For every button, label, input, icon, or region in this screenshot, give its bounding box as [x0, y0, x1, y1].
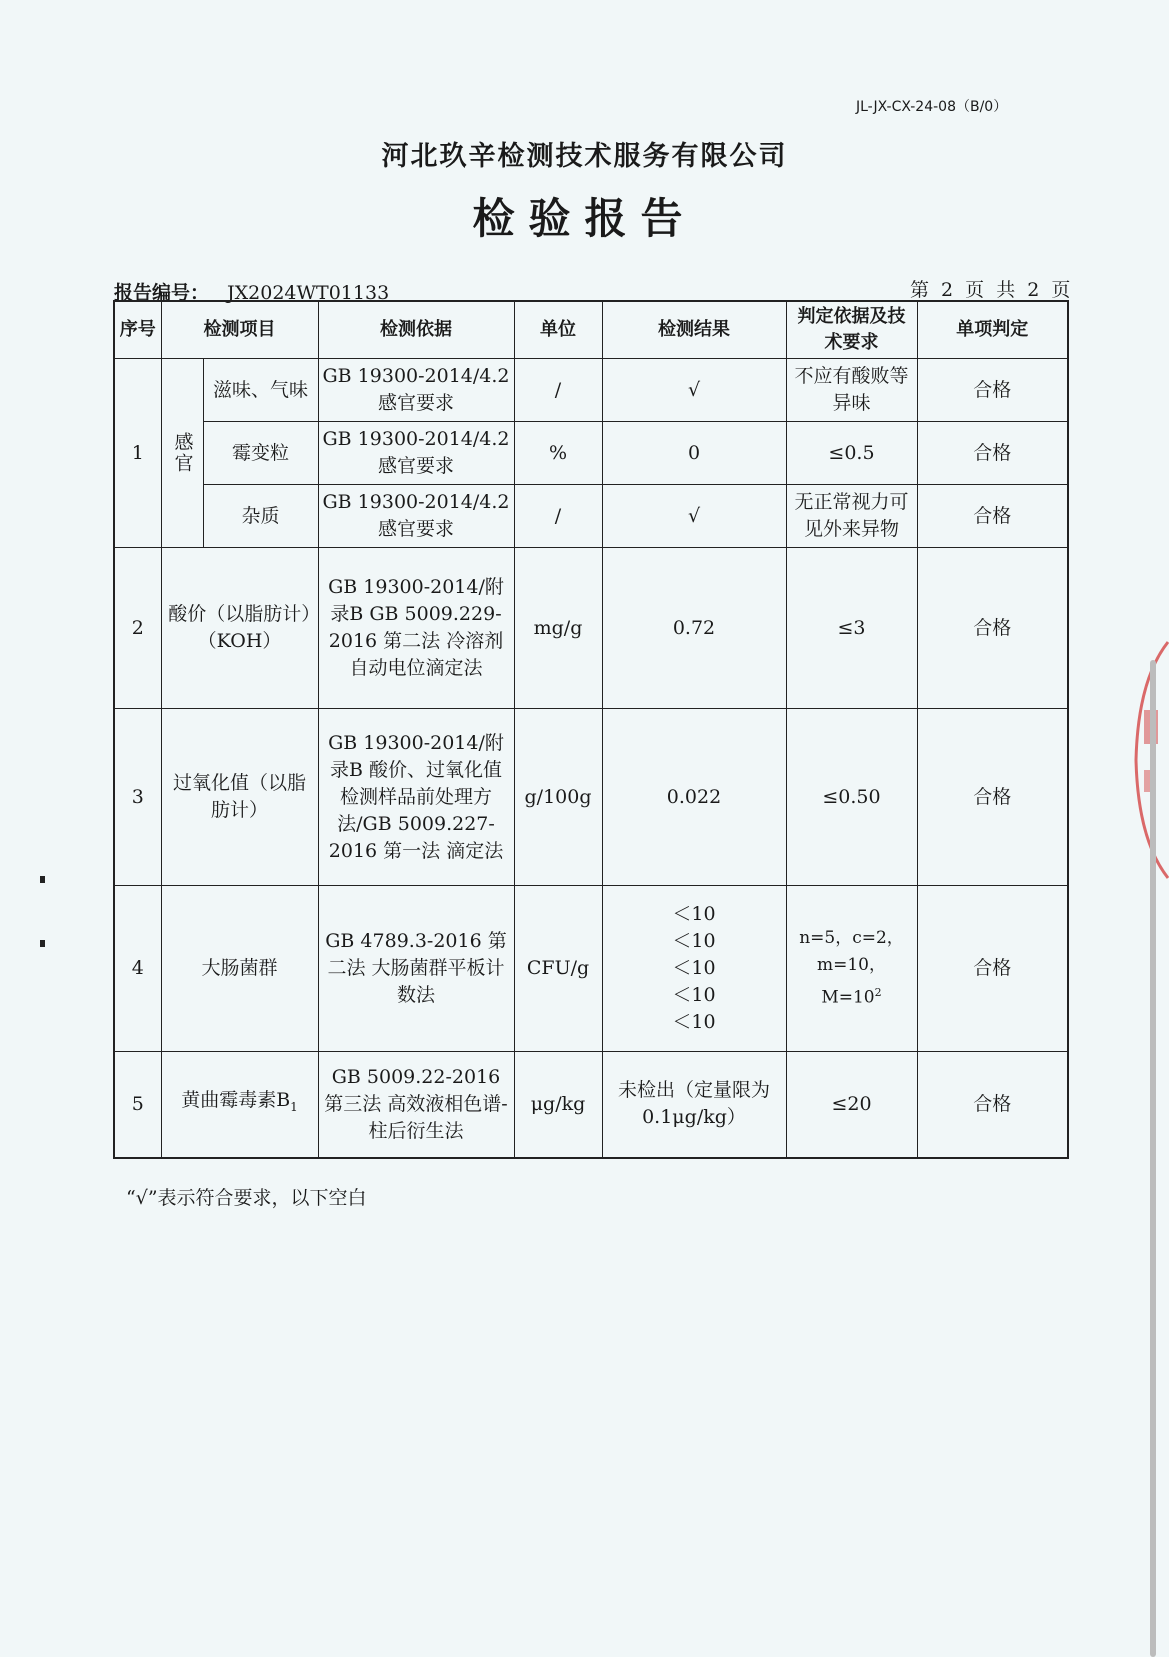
item-cell: 杂质 — [203, 485, 318, 548]
unit-cell: / — [514, 485, 602, 548]
item-subscript: 1 — [290, 1100, 298, 1115]
header-basis: 检测依据 — [318, 301, 514, 359]
result-value: ＜10 — [672, 930, 716, 952]
requirement-text: m=10，M=10 — [817, 955, 886, 1008]
result-cell: √ — [602, 359, 786, 422]
table-row — [114, 485, 1068, 548]
item-cell: 酸价（以脂肪计）（KOH） — [161, 548, 318, 709]
item-cell: 大肠菌群 — [161, 886, 318, 1052]
page-info: 第 2 页 共 2 页 — [910, 279, 1074, 301]
requirement-cell: 无正常视力可见外来异物 — [786, 485, 917, 548]
footnote: “√”表示符合要求，以下空白 — [126, 1187, 367, 1209]
judgement-cell: 合格 — [917, 548, 1068, 709]
row-no: 2 — [114, 548, 161, 709]
basis-cell: GB 5009.22-2016 第三法 高效液相色谱-柱后衍生法 — [318, 1052, 514, 1158]
judgement-cell: 合格 — [917, 485, 1068, 548]
requirement-cell: ≤20 — [786, 1052, 917, 1158]
result-value: ＜10 — [672, 903, 716, 925]
table-row — [114, 422, 1068, 485]
item-cell: 霉变粒 — [203, 422, 318, 485]
basis-cell: GB 19300-2014/4.2 感官要求 — [318, 359, 514, 422]
requirement-cell: ≤3 — [786, 548, 917, 709]
table-row — [114, 709, 1068, 886]
scan-mark — [40, 940, 45, 947]
header-requirement: 判定依据及技术要求 — [786, 301, 917, 359]
category-cell — [161, 359, 203, 548]
category-label: 感官 — [171, 432, 194, 474]
requirement-line: n=5，c=2， — [799, 928, 904, 949]
requirement-line — [791, 952, 913, 1012]
company-name: 河北玖辛检测技术服务有限公司 — [381, 141, 788, 172]
result-value: ＜10 — [672, 984, 716, 1006]
header-item: 检测项目 — [161, 301, 318, 359]
requirement-cell: ≤0.5 — [786, 422, 917, 485]
result-cell: 0.72 — [602, 548, 786, 709]
basis-cell: GB 4789.3-2016 第二法 大肠菌群平板计数法 — [318, 886, 514, 1052]
requirement-cell: ≤0.50 — [786, 709, 917, 886]
row-no: 3 — [114, 709, 161, 886]
judgement-cell: 合格 — [917, 359, 1068, 422]
report-number-value: JX2024WT01133 — [227, 282, 390, 304]
header-unit: 单位 — [514, 301, 602, 359]
result-cell: 0 — [602, 422, 786, 485]
item-text: 黄曲霉毒素B — [181, 1089, 291, 1112]
judgement-cell: 合格 — [917, 422, 1068, 485]
row-no: 4 — [114, 886, 161, 1052]
header-judgement: 单项判定 — [917, 301, 1068, 359]
result-cell: 0.022 — [602, 709, 786, 886]
table-row — [114, 1052, 1068, 1158]
row-no: 5 — [114, 1052, 161, 1158]
basis-cell: GB 19300-2014/4.2 感官要求 — [318, 422, 514, 485]
unit-cell: / — [514, 359, 602, 422]
basis-cell: GB 19300-2014/附录B 酸价、过氧化值检测样品前处理方法/GB 5009.227-2016 第一法 滴定法 — [318, 709, 514, 886]
header-no: 序号 — [114, 301, 161, 359]
item-cell: 过氧化值（以脂肪计） — [161, 709, 318, 886]
judgement-cell: 合格 — [917, 886, 1068, 1052]
item-cell: 滋味、气味 — [203, 359, 318, 422]
row-no: 1 — [114, 359, 161, 548]
table-row — [114, 359, 1068, 422]
unit-cell: mg/g — [514, 548, 602, 709]
requirement-superscript: 2 — [874, 986, 882, 1000]
result-value: ＜10 — [672, 1011, 716, 1033]
result-cell: √ — [602, 485, 786, 548]
requirement-cell: 不应有酸败等异味 — [786, 359, 917, 422]
basis-cell: GB 19300-2014/4.2 感官要求 — [318, 485, 514, 548]
unit-cell: g/100g — [514, 709, 602, 886]
unit-cell: μg/kg — [514, 1052, 602, 1158]
judgement-cell: 合格 — [917, 709, 1068, 886]
basis-cell: GB 19300-2014/附录B GB 5009.229-2016 第二法 冷溶剂自动电位滴定法 — [318, 548, 514, 709]
unit-cell: CFU/g — [514, 886, 602, 1052]
report-title: 检验报告 — [472, 194, 697, 243]
table-header-row — [114, 301, 1068, 359]
scan-mark — [40, 876, 45, 883]
table-row — [114, 886, 1068, 1052]
result-cell — [602, 886, 786, 1052]
table-row — [114, 548, 1068, 709]
judgement-cell: 合格 — [917, 1052, 1068, 1158]
item-cell — [161, 1052, 318, 1158]
scrollbar[interactable] — [1150, 660, 1156, 1657]
result-cell: 未检出（定量限为0.1μg/kg） — [602, 1052, 786, 1158]
report-number-label: 报告编号： — [114, 282, 210, 304]
result-value: ＜10 — [672, 957, 716, 979]
doc-code: JL-JX-CX-24-08（B/0） — [856, 99, 1008, 115]
unit-cell: % — [514, 422, 602, 485]
header-result: 检测结果 — [602, 301, 786, 359]
requirement-cell — [786, 886, 917, 1052]
results-table — [113, 300, 1069, 1159]
